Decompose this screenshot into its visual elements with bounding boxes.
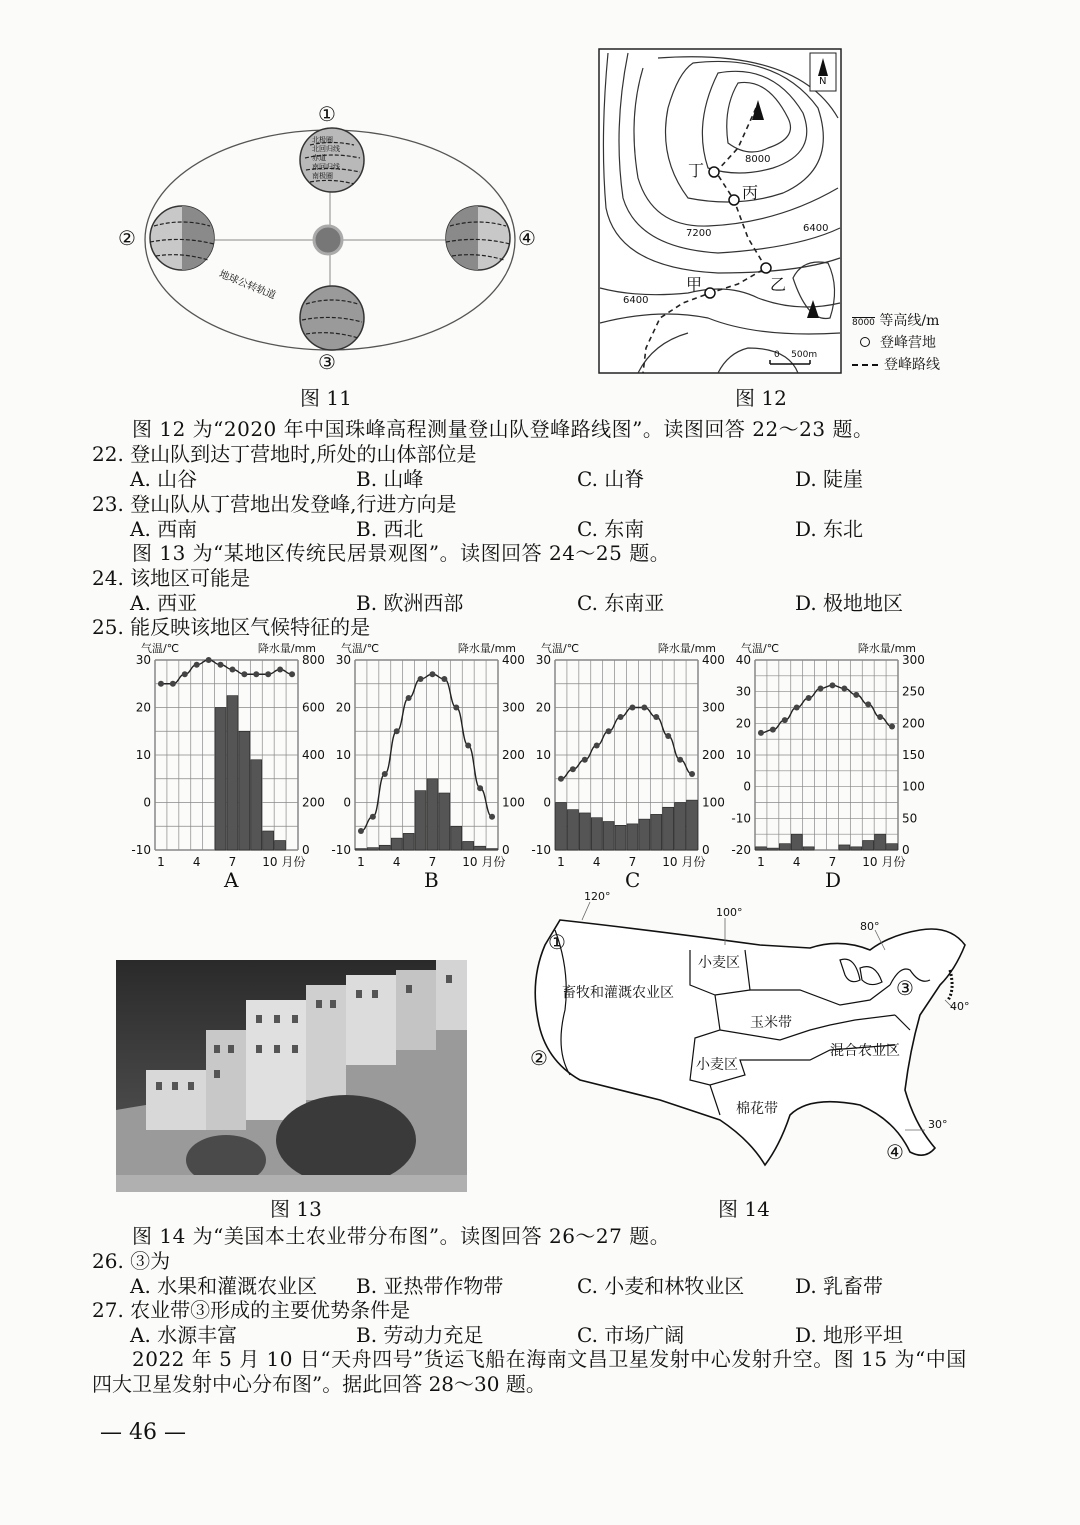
chart-a-bar-m10 (263, 831, 274, 850)
chart-a-left-tick: 30 (135, 653, 151, 667)
coord-120: 120° (584, 890, 611, 903)
intro-26-27: 图 14 为“美国本土农业带分布图”。读图回答 26～27 题。 (132, 1224, 671, 1248)
chart-c-label: C (625, 868, 641, 892)
chart-c-bar-m10 (663, 807, 674, 850)
marker-4: ④ (886, 1140, 904, 1164)
question-24: 24. 该地区可能是 (92, 566, 251, 590)
chart-b-temp-point-m1 (358, 828, 364, 834)
camp-label-ding: 丁 (688, 161, 705, 180)
intro-22-23: 图 12 为“2020 年中国珠峰高程测量登山队登峰路线图”。读图回答 22～23 题。 (132, 417, 874, 441)
chart-a-left-tick: 0 (143, 795, 151, 810)
legend-camp-icon (860, 337, 870, 347)
chart-c-right-axis-label: 降水量/mm (657, 642, 716, 655)
us-agricultural-belts-map (510, 890, 980, 1190)
fig11-label-1: ① (318, 102, 336, 126)
chart-b-bar-m2 (367, 848, 378, 850)
traditional-dwelling-photo (116, 960, 467, 1192)
option-26-a: A. 水果和灌溉农业区 (130, 1274, 318, 1298)
option-27-b: B. 劳动力充足 (356, 1323, 484, 1347)
chart-d-right-tick: 250 (902, 684, 925, 699)
chart-c-bar-m12 (687, 800, 698, 850)
chart-b-bar-m6 (415, 791, 426, 850)
chart-b-left-tick: 0 (343, 795, 351, 810)
marker-1: ① (548, 930, 566, 954)
camp-label-bing: 丙 (742, 183, 759, 202)
chart-d-temp-point-m12 (889, 724, 895, 730)
chart-d-right-tick: 50 (902, 811, 918, 826)
legend-route: 登峰路线 (884, 357, 940, 373)
chart-c-temp-point-m12 (689, 771, 695, 777)
chart-b-bar-m10 (463, 841, 474, 850)
chart-d-bar-m5 (803, 847, 814, 850)
chart-c-x-tick: 4 (592, 855, 601, 869)
chart-b-bar-m4 (391, 838, 402, 850)
chart-c-left-tick: -10 (531, 843, 551, 857)
chart-b-temp-point-m10 (465, 743, 471, 749)
chart-d-temp-point-m3 (782, 717, 788, 723)
option-23-d: D. 东北 (795, 517, 864, 541)
fig11-belt-labels: 北极圈 北回归线 赤道 南回归线 南极圈 (312, 136, 340, 180)
chart-a-bar-m8 (239, 731, 250, 850)
chart-a-right-tick: 800 (302, 653, 325, 667)
option-26-b: B. 亚热带作物带 (356, 1274, 504, 1298)
chart-c-temp-point-m7 (629, 705, 635, 711)
chart-a-temp-point-m1 (158, 681, 164, 687)
legend-camp: 登峰营地 (880, 335, 936, 351)
figure-11 (110, 100, 550, 375)
chart-c-left-tick: 20 (535, 700, 551, 715)
chart-b-right-tick: 300 (502, 700, 525, 715)
chart-b-x-tick: 1 (357, 855, 365, 869)
chart-c-bar-m4 (591, 818, 602, 850)
chart-d-right-tick: 100 (902, 779, 925, 794)
chart-d-temp-point-m2 (770, 727, 776, 733)
chart-a-right-axis-label: 降水量/mm (257, 642, 316, 655)
chart-c-left-tick: 10 (535, 748, 551, 762)
chart-c-bar-m1 (556, 803, 567, 851)
chart-a-right-tick: 0 (302, 843, 310, 857)
fig11-orbit-label: 地球公转轨道 (217, 269, 278, 302)
options-22 (130, 463, 1030, 491)
intro-28-30-line2: 四大卫星发射中心分布图”。据此回答 28～30 题。 (92, 1372, 546, 1396)
chart-b-bar-m8 (439, 793, 450, 850)
chart-a-right-tick: 200 (302, 795, 325, 810)
chart-c-temp-point-m1 (558, 776, 564, 782)
option-23-c: C. 东南 (577, 517, 645, 541)
chart-a-x-tick: 1 (157, 855, 165, 869)
region-corn-belt: 玉米带 (750, 1015, 792, 1031)
chart-c-temp-point-m9 (653, 714, 659, 720)
coord-30: 30° (928, 1118, 948, 1131)
chart-c-right-tick: 300 (702, 700, 725, 715)
chart-c-right-tick: 400 (702, 653, 725, 667)
chart-d-bar-m3 (779, 844, 790, 850)
fig11-label-3: ③ (318, 350, 336, 374)
chart-d-temp-point-m1 (758, 730, 764, 736)
chart-c-bar-m7 (627, 824, 638, 850)
chart-a-label: A (224, 868, 239, 892)
coord-100: 100° (716, 906, 743, 919)
chart-d-x-tick: 10 月份 (862, 855, 906, 869)
chart-a-bar-m7 (227, 696, 238, 850)
chart-a-right-tick: 400 (302, 748, 325, 762)
contour-label-6400-right: 6400 (803, 223, 829, 234)
chart-a-bar-m6 (215, 708, 226, 851)
chart-d-bar-m12 (887, 844, 898, 850)
chart-d-bar-m8 (839, 845, 850, 850)
chart-a-x-tick: 7 (228, 855, 237, 869)
chart-c-right-tick: 0 (702, 843, 710, 857)
chart-c-bar-m6 (615, 825, 626, 850)
chart-b-left-tick: -10 (331, 843, 351, 857)
chart-b-left-axis-label: 气温/℃ (341, 642, 380, 655)
chart-b-temp-point-m5 (406, 695, 412, 701)
legend-contour: 等高线/m (879, 313, 940, 329)
chart-c-bar-m3 (579, 813, 590, 850)
chart-c-bar-m5 (603, 822, 614, 851)
chart-c-x-tick: 10 月份 (662, 855, 706, 869)
option-24-a: A. 西亚 (130, 591, 198, 615)
chart-b-x-tick: 10 月份 (462, 855, 506, 869)
chart-c-x-tick: 1 (557, 855, 565, 869)
question-22: 22. 登山队到达丁营地时,所处的山体部位是 (92, 442, 477, 466)
chart-d-left-tick: 0 (743, 779, 751, 794)
chart-b-left-tick: 20 (335, 700, 351, 715)
chart-d-right-tick: 200 (902, 716, 925, 731)
fig14-caption: 图 14 (718, 1197, 770, 1221)
coord-80: 80° (860, 920, 880, 933)
chart-a-temp-point-m12 (289, 671, 295, 677)
chart-d-label: D (825, 868, 842, 892)
chart-a-left-tick: 10 (135, 748, 151, 762)
question-27: 27. 农业带③形成的主要优势条件是 (92, 1298, 411, 1322)
chart-d-right-axis-label: 降水量/mm (857, 642, 916, 655)
option-26-c: C. 小麦和林牧业区 (577, 1274, 745, 1298)
earth-position-2 (150, 206, 214, 270)
chart-d-temp-point-m4 (794, 705, 800, 711)
region-wheat-south: 小麦区 (696, 1057, 738, 1073)
intro-28-30-line1: 2022 年 5 月 10 日“天舟四号”货运飞船在海南文昌卫星发射中心发射升空。图 15 为“中国 (132, 1347, 967, 1371)
camp-label-jia: 甲 (686, 275, 703, 294)
chart-d-left-axis-label: 气温/℃ (741, 642, 780, 655)
region-cotton-belt: 棉花带 (736, 1101, 778, 1117)
question-25: 25. 能反映该地区气候特征的是 (92, 615, 371, 639)
camp-jia (705, 288, 715, 298)
chart-d-bar-m11 (875, 834, 886, 850)
chart-c-temp-point-m8 (641, 705, 647, 711)
chart-d-temp-point-m11 (877, 714, 883, 720)
chart-c-temp-point-m10 (665, 733, 671, 739)
chart-b-label: B (424, 868, 439, 892)
legend-route-icon (852, 364, 878, 366)
chart-c-bar-m11 (675, 803, 686, 851)
chart-a-temp-point-m10 (265, 671, 271, 677)
chart-b-right-axis-label: 降水量/mm (457, 642, 516, 655)
chart-c-temp-point-m4 (594, 743, 600, 749)
contour-label-8000: 8000 (745, 154, 771, 165)
chart-d-bar-m1 (756, 847, 767, 850)
chart-d-left-tick: 10 (735, 748, 751, 762)
chart-a-temp-point-m6 (218, 662, 224, 668)
legend-contour-sample: 8000 (852, 318, 875, 328)
chart-d-left-tick: 40 (735, 653, 751, 667)
fig12-caption: 图 12 (735, 386, 787, 410)
chart-b-bar-m3 (379, 845, 390, 850)
option-27-c: C. 市场广阔 (577, 1323, 685, 1347)
chart-a-left-tick: 20 (135, 700, 151, 715)
figure-13 (116, 960, 467, 1192)
chart-b-temp-point-m4 (394, 728, 400, 734)
chart-d-right-tick: 150 (902, 748, 925, 762)
chart-d-bar-m4 (791, 834, 802, 850)
option-22-d: D. 陡崖 (795, 467, 864, 491)
sun-icon (314, 226, 342, 254)
chart-b-temp-point-m9 (453, 705, 459, 711)
figure-14 (510, 890, 980, 1190)
chart-a-x-tick: 10 月份 (262, 855, 306, 869)
chart-d-bar-m10 (863, 841, 874, 851)
chart-b-temp-point-m12 (489, 814, 495, 820)
chart-a-temp-point-m7 (229, 667, 235, 673)
chart-b-temp-point-m3 (382, 771, 388, 777)
chart-c-left-tick: 0 (543, 795, 551, 810)
question-26: 26. ③为 (92, 1249, 171, 1273)
chart-b-temp-point-m8 (441, 676, 447, 682)
option-27-d: D. 地形平坦 (795, 1323, 904, 1347)
chart-a-temp-point-m8 (241, 671, 247, 677)
camp-ding (709, 167, 719, 177)
chart-b-bar-m7 (427, 779, 438, 850)
chart-a-temp-point-m4 (194, 662, 200, 668)
option-27-a: A. 水源丰富 (130, 1323, 238, 1347)
chart-d-temp-point-m5 (806, 695, 812, 701)
chart-b-bar-m1 (356, 849, 367, 850)
chart-b-left-tick: 30 (335, 653, 351, 667)
chart-c-bar-m2 (567, 810, 578, 850)
marker-2: ② (530, 1046, 548, 1070)
chart-c-x-tick: 7 (628, 855, 637, 869)
chart-b-bar-m5 (403, 833, 414, 850)
chart-b-right-tick: 0 (502, 843, 510, 857)
climate-charts (0, 636, 1080, 876)
chart-a-left-axis-label: 气温/℃ (141, 642, 180, 655)
contour-label-7200: 7200 (686, 228, 712, 239)
figure-12 (598, 48, 842, 374)
chart-c-bar-m9 (651, 814, 662, 850)
chart-a-temp-point-m9 (253, 671, 259, 677)
chart-b-x-tick: 7 (428, 855, 437, 869)
region-livestock-irrigation: 畜牧和灌溉农业区 (562, 985, 674, 1001)
camp-bing (729, 195, 739, 205)
page-number: — 46 — (100, 1420, 186, 1445)
chart-c-right-tick: 100 (702, 795, 725, 810)
chart-a-bar-m9 (251, 760, 262, 850)
chart-a-temp-point-m5 (206, 657, 212, 663)
earth-position-4 (446, 206, 510, 270)
north-label: N (819, 76, 827, 87)
chart-d-right-tick: 300 (902, 653, 925, 667)
option-22-c: C. 山脊 (577, 467, 645, 491)
scale-label: 0 500m (774, 350, 818, 360)
chart-c-temp-point-m3 (582, 757, 588, 763)
option-23-b: B. 西北 (356, 517, 424, 541)
fig11-caption: 图 11 (300, 386, 352, 410)
chart-c-left-tick: 30 (535, 653, 551, 667)
chart-d-left-tick: -20 (731, 843, 751, 857)
option-26-d: D. 乳畜带 (795, 1274, 884, 1298)
chart-b-bar-m12 (487, 849, 498, 850)
chart-d-right-tick: 0 (902, 843, 910, 857)
chart-d-bar-m2 (767, 848, 778, 850)
chart-b-x-tick: 4 (392, 855, 401, 869)
chart-d-left-tick: -10 (731, 811, 751, 826)
chart-a-right-tick: 600 (302, 700, 325, 715)
option-24-c: C. 东南亚 (577, 591, 665, 615)
chart-a-x-tick: 4 (192, 855, 201, 869)
coord-40: 40° (950, 1000, 970, 1013)
chart-b-temp-point-m11 (477, 785, 483, 791)
chart-d-x-tick: 4 (792, 855, 801, 869)
chart-a-left-tick: -10 (131, 843, 151, 857)
region-wheat-north: 小麦区 (698, 955, 740, 971)
chart-c-right-tick: 200 (702, 748, 725, 762)
chart-b-bar-m11 (475, 846, 486, 850)
chart-a-bar-m11 (275, 841, 286, 851)
contour-label-6400-left: 6400 (623, 295, 649, 306)
chart-b-right-tick: 100 (502, 795, 525, 810)
chart-b-temp-point-m6 (418, 676, 424, 682)
fig11-label-2: ② (118, 226, 136, 250)
chart-d-bar-m9 (851, 847, 862, 850)
contour-map (598, 48, 842, 374)
region-mixed-farming: 混合农业区 (830, 1043, 900, 1059)
fig11-label-4: ④ (518, 226, 536, 250)
option-22-a: A. 山谷 (130, 467, 198, 491)
option-24-b: B. 欧洲西部 (356, 591, 464, 615)
option-23-a: A. 西南 (130, 517, 198, 541)
chart-b-left-tick: 10 (335, 748, 351, 762)
chart-b-temp-point-m7 (429, 671, 435, 677)
chart-c-temp-point-m11 (677, 757, 683, 763)
chart-a-temp-point-m3 (182, 671, 188, 677)
chart-b-bar-m9 (451, 826, 462, 850)
chart-c-left-axis-label: 气温/℃ (541, 642, 580, 655)
chart-a-temp-point-m2 (170, 681, 176, 687)
chart-c-temp-point-m5 (606, 728, 612, 734)
chart-d-x-tick: 1 (757, 855, 765, 869)
chart-d-temp-point-m10 (865, 701, 871, 707)
option-22-b: B. 山峰 (356, 467, 424, 491)
chart-a-temp-point-m11 (277, 667, 283, 673)
chart-c-temp-point-m2 (570, 766, 576, 772)
camp-label-yi: 乙 (770, 275, 787, 294)
intro-24-25: 图 13 为“某地区传统民居景观图”。读图回答 24～25 题。 (132, 541, 671, 565)
marker-3: ③ (896, 976, 914, 1000)
chart-b-right-tick: 200 (502, 748, 525, 762)
chart-d-temp-point-m9 (853, 692, 859, 698)
fig12-legend (852, 310, 982, 376)
chart-b-temp-point-m2 (370, 814, 376, 820)
earth-position-3 (300, 286, 364, 350)
chart-c-temp-point-m6 (618, 714, 624, 720)
chart-d-temp-point-m7 (829, 682, 835, 688)
chart-d-left-tick: 20 (735, 716, 751, 731)
chart-b-right-tick: 400 (502, 653, 525, 667)
chart-d-x-tick: 7 (828, 855, 837, 869)
option-24-d: D. 极地地区 (795, 591, 904, 615)
chart-d-temp-point-m6 (818, 686, 824, 692)
chart-d-left-tick: 30 (735, 684, 751, 699)
chart-d-temp-point-m8 (841, 686, 847, 692)
question-23: 23. 登山队从丁营地出发登峰,行进方向是 (92, 492, 457, 516)
chart-c-bar-m8 (639, 819, 650, 850)
fig13-caption: 图 13 (270, 1197, 322, 1221)
